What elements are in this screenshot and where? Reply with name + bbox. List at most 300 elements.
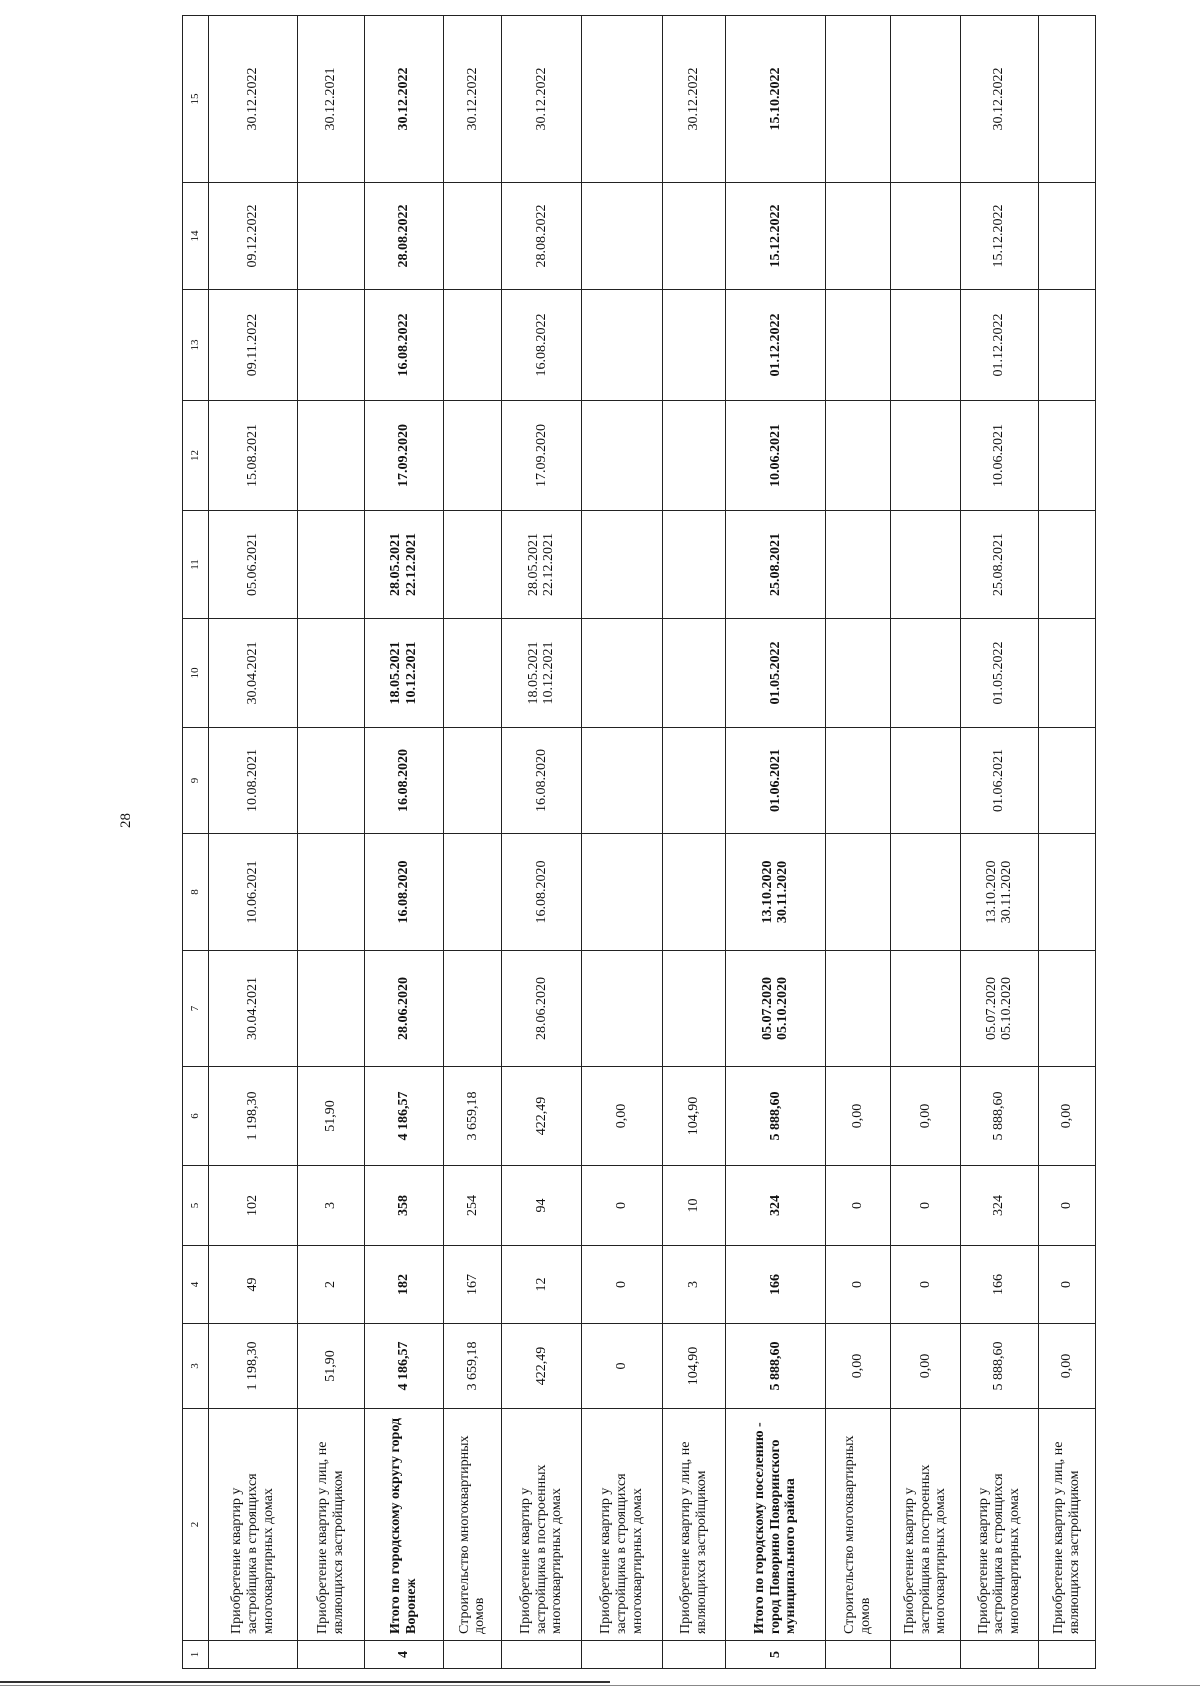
value-cell (826, 401, 890, 511)
value-cell (209, 619, 298, 728)
value-cell (826, 619, 890, 728)
value-cell (581, 511, 663, 619)
value-cell (890, 16, 960, 183)
cell-text: 10.06.2021 (767, 424, 783, 487)
value-cell (581, 1067, 663, 1166)
cell-text: Приобретение квартир у застройщика в строящихся многоквартирных домах (229, 1473, 276, 1634)
cell-text: 17.09.2020 (533, 424, 549, 487)
cell-text: 422,49 (533, 1096, 549, 1136)
table-row (826, 16, 890, 1669)
value-cell (961, 511, 1039, 619)
table-row (961, 16, 1039, 1669)
value-cell (663, 1246, 725, 1324)
value-cell (890, 728, 960, 834)
scan-edge-line-secondary (0, 1685, 1200, 1686)
value-cell (581, 834, 663, 951)
value-cell (725, 401, 826, 511)
value-cell (663, 183, 725, 290)
cell-text: 2 (323, 1281, 339, 1288)
cell-text: 3 (685, 1281, 701, 1288)
value-cell (297, 1324, 364, 1409)
value-cell (961, 1067, 1039, 1166)
cell-text: 5 888,60 (991, 1091, 1007, 1141)
value-cell (890, 183, 960, 290)
row-label-cell (663, 1409, 725, 1641)
value-cell (209, 1246, 298, 1324)
value-cell (725, 1324, 826, 1409)
value-cell (890, 1324, 960, 1409)
value-cell (663, 1067, 725, 1166)
cell-text: Приобретение квартир у застройщика в строящихся многоквартирных домах (598, 1473, 645, 1634)
cell-text: 3 659,18 (464, 1091, 480, 1141)
cell-text: 30.04.2021 (245, 977, 261, 1040)
value-cell (1038, 1246, 1095, 1324)
row-label-cell (209, 1409, 298, 1641)
value-cell (663, 511, 725, 619)
cell-text: 30.12.2022 (533, 67, 549, 131)
column-number: 5 (183, 1166, 209, 1246)
value-cell (365, 16, 444, 183)
value-cell (502, 728, 582, 834)
value-cell (663, 401, 725, 511)
value-cell (826, 1166, 890, 1246)
scan-edge-line (0, 1681, 610, 1683)
row-index-cell (961, 1641, 1039, 1669)
value-cell (365, 728, 444, 834)
cell-text: Строительство многоквартирных домов (456, 1435, 488, 1634)
cell-text: 104,90 (685, 1346, 701, 1386)
value-cell (725, 290, 826, 401)
value-cell (365, 1246, 444, 1324)
row-index-cell (1038, 1641, 1095, 1669)
value-cell (297, 290, 364, 401)
value-cell (961, 401, 1039, 511)
value-cell (826, 1324, 890, 1409)
cell-text: 0 (850, 1202, 866, 1209)
cell-text: 16.08.2020 (533, 749, 549, 812)
cell-text: 0,00 (614, 1103, 630, 1129)
cell-text: 30.12.2022 (396, 67, 412, 131)
value-cell (443, 1246, 501, 1324)
value-cell (826, 834, 890, 951)
value-cell (365, 511, 444, 619)
value-cell (443, 401, 501, 511)
row-label-cell (961, 1409, 1039, 1641)
cell-text: Приобретение квартир у застройщика в построенных многоквартирных домах (901, 1464, 949, 1634)
cell-text: 01.05.2022 (767, 641, 783, 705)
cell-text: 30.12.2022 (991, 67, 1007, 131)
value-cell (297, 183, 364, 290)
cell-text: 5 888,60 (767, 1341, 783, 1391)
cell-text: 25.08.2021 (991, 533, 1007, 596)
value-cell (209, 1067, 298, 1166)
column-number: 6 (183, 1067, 209, 1166)
value-cell (365, 1324, 444, 1409)
cell-text: 16.08.2020 (396, 749, 412, 812)
value-cell (297, 619, 364, 728)
column-number-row (183, 16, 209, 1669)
value-cell (581, 1246, 663, 1324)
value-cell (443, 290, 501, 401)
value-cell (502, 619, 582, 728)
cell-text: 0,00 (917, 1103, 933, 1129)
cell-text: 28.06.2020 (533, 977, 549, 1040)
row-index-cell (502, 1641, 582, 1669)
row-index-cell (209, 1641, 298, 1669)
value-cell (297, 511, 364, 619)
cell-text: 30.04.2021 (245, 641, 261, 705)
housing-program-table (182, 15, 1096, 1669)
column-number: 12 (183, 401, 209, 511)
value-cell (725, 511, 826, 619)
value-cell (209, 511, 298, 619)
row-index-cell (365, 1641, 444, 1669)
value-cell (581, 183, 663, 290)
value-cell (663, 951, 725, 1067)
total-row (365, 16, 444, 1669)
cell-text: Приобретение квартир у застройщика в построенных многоквартирных домах (517, 1464, 565, 1634)
value-cell (581, 401, 663, 511)
cell-text: 17.09.2020 (396, 424, 412, 487)
cell-text: 254 (464, 1195, 480, 1216)
cell-text: 4 186,57 (396, 1091, 412, 1141)
value-cell (365, 1067, 444, 1166)
value-cell (1038, 511, 1095, 619)
value-cell (581, 951, 663, 1067)
cell-text: 0 (1058, 1202, 1074, 1209)
cell-text: 0 (1058, 1281, 1074, 1288)
row-label-cell (890, 1409, 960, 1641)
value-cell (209, 183, 298, 290)
cell-text: 10.08.2021 (245, 749, 261, 812)
column-number: 4 (183, 1246, 209, 1324)
cell-text: 3 (323, 1202, 339, 1209)
cell-text: 15.12.2022 (991, 204, 1007, 268)
value-cell (1038, 401, 1095, 511)
cell-text: 16.08.2022 (533, 313, 549, 377)
value-cell (826, 951, 890, 1067)
cell-text: 05.06.2021 (245, 533, 261, 596)
value-cell (890, 619, 960, 728)
cell-text: Строительство многоквартирных домов (842, 1435, 873, 1634)
cell-text: 1 198,30 (245, 1091, 261, 1141)
cell-text: 30.12.2022 (245, 67, 261, 131)
value-cell (961, 728, 1039, 834)
value-cell (725, 619, 826, 728)
cell-text: 324 (767, 1195, 783, 1216)
value-cell (297, 401, 364, 511)
cell-text: 01.05.2022 (991, 641, 1007, 705)
table-body (183, 16, 1096, 1669)
value-cell (297, 1067, 364, 1166)
value-cell (826, 16, 890, 183)
value-cell (502, 1067, 582, 1166)
cell-text: 0 (917, 1281, 933, 1288)
value-cell (663, 619, 725, 728)
column-number: 7 (183, 951, 209, 1067)
table-row (502, 16, 582, 1669)
cell-text: 102 (245, 1195, 261, 1216)
cell-text: 0 (614, 1281, 630, 1288)
cell-text: 324 (991, 1195, 1007, 1216)
value-cell (725, 183, 826, 290)
value-cell (890, 1067, 960, 1166)
value-cell (297, 1166, 364, 1246)
cell-text: 28.05.2021 22.12.2021 (388, 533, 419, 596)
cell-text: 28.05.2021 22.12.2021 (525, 533, 557, 596)
row-label-cell (502, 1409, 582, 1641)
cell-text: 166 (991, 1274, 1007, 1295)
value-cell (443, 834, 501, 951)
cell-text: 28.06.2020 (396, 977, 412, 1040)
value-cell (297, 951, 364, 1067)
row-index-cell (890, 1641, 960, 1669)
value-cell (365, 401, 444, 511)
value-cell (725, 1166, 826, 1246)
row-index-cell (663, 1641, 725, 1669)
value-cell (725, 834, 826, 951)
value-cell (961, 16, 1039, 183)
column-number: 8 (183, 834, 209, 951)
value-cell (890, 834, 960, 951)
rotated-table-container (182, 16, 1096, 1669)
value-cell (961, 951, 1039, 1067)
value-cell (826, 1067, 890, 1166)
value-cell (961, 183, 1039, 290)
column-number: 11 (183, 511, 209, 619)
cell-text: 13.10.2020 30.11.2020 (759, 860, 791, 924)
row-label-cell (725, 1409, 826, 1641)
value-cell (443, 16, 501, 183)
column-number: 1 (183, 1641, 209, 1669)
cell-text: Итого по городскому округу город Воронеж (388, 1418, 419, 1634)
value-cell (1038, 728, 1095, 834)
value-cell (663, 728, 725, 834)
cell-text: 28.08.2022 (396, 204, 412, 268)
value-cell (826, 511, 890, 619)
cell-text: 0 (614, 1202, 630, 1209)
row-label-cell (297, 1409, 364, 1641)
value-cell (443, 1166, 501, 1246)
row-label-cell (443, 1409, 501, 1641)
value-cell (443, 1067, 501, 1166)
value-cell (826, 183, 890, 290)
value-cell (1038, 834, 1095, 951)
value-cell (725, 1067, 826, 1166)
column-number: 13 (183, 290, 209, 401)
value-cell (502, 1246, 582, 1324)
value-cell (890, 1166, 960, 1246)
value-cell (502, 1324, 582, 1409)
cell-text: 0,00 (1058, 1103, 1074, 1129)
value-cell (502, 290, 582, 401)
row-index-cell (443, 1641, 501, 1669)
value-cell (961, 619, 1039, 728)
value-cell (890, 290, 960, 401)
value-cell (297, 728, 364, 834)
column-number: 2 (183, 1409, 209, 1641)
value-cell (443, 728, 501, 834)
value-cell (1038, 1324, 1095, 1409)
column-number: 15 (183, 16, 209, 183)
value-cell (725, 16, 826, 183)
column-number: 9 (183, 728, 209, 834)
cell-text: Приобретение квартир у застройщика в строящихся многоквартирных домах (975, 1473, 1023, 1634)
cell-text: 18.05.2021 10.12.2021 (388, 641, 419, 705)
cell-text: 5 888,60 (991, 1341, 1007, 1391)
cell-text: Приобретение квартир у лиц, не являющихся застройщиком (1051, 1441, 1082, 1634)
cell-text: 94 (533, 1198, 549, 1213)
cell-text: Приобретение квартир у лиц, не являющихся застройщиком (678, 1441, 709, 1634)
cell-text: 10.06.2021 (245, 860, 261, 924)
cell-text: 422,49 (533, 1346, 549, 1386)
value-cell (961, 1166, 1039, 1246)
table-row (297, 16, 364, 1669)
value-cell (663, 290, 725, 401)
cell-text: 15.10.2022 (767, 67, 783, 131)
value-cell (890, 1246, 960, 1324)
value-cell (502, 834, 582, 951)
cell-text: 01.06.2021 (767, 749, 783, 812)
cell-text: 09.12.2022 (245, 204, 261, 268)
value-cell (1038, 290, 1095, 401)
value-cell (365, 1166, 444, 1246)
value-cell (365, 619, 444, 728)
cell-text: 13.10.2020 30.11.2020 (983, 860, 1015, 924)
value-cell (209, 951, 298, 1067)
cell-text: 51,90 (323, 1350, 339, 1382)
table-row (890, 16, 960, 1669)
cell-text: 5 (767, 1651, 783, 1658)
value-cell (890, 511, 960, 619)
value-cell (502, 511, 582, 619)
row-index-cell (725, 1641, 826, 1669)
row-index-cell (826, 1641, 890, 1669)
cell-text: 0,00 (850, 1103, 866, 1129)
cell-text: 4 186,57 (396, 1341, 412, 1391)
row-label-cell (1038, 1409, 1095, 1641)
value-cell (209, 728, 298, 834)
value-cell (365, 183, 444, 290)
value-cell (961, 1324, 1039, 1409)
cell-text: 16.08.2022 (396, 313, 412, 377)
cell-text: 05.07.2020 05.10.2020 (983, 977, 1015, 1040)
value-cell (365, 290, 444, 401)
value-cell (961, 834, 1039, 951)
cell-text: Итого по городскому поселению - город Поворино Поворинского муниципального района (751, 1422, 799, 1634)
cell-text: 15.12.2022 (767, 204, 783, 268)
value-cell (961, 1246, 1039, 1324)
value-cell (443, 511, 501, 619)
value-cell (826, 290, 890, 401)
cell-text: 0 (614, 1362, 630, 1370)
cell-text: 3 659,18 (464, 1341, 480, 1391)
value-cell (826, 728, 890, 834)
cell-text: 10 (685, 1198, 701, 1213)
table-row (1038, 16, 1095, 1669)
value-cell (1038, 619, 1095, 728)
cell-text: 4 (396, 1651, 412, 1658)
row-label-cell (826, 1409, 890, 1641)
cell-text: 0 (850, 1281, 866, 1288)
cell-text: 30.12.2022 (685, 67, 701, 131)
value-cell (663, 1166, 725, 1246)
row-label-cell (365, 1409, 444, 1641)
cell-text: 28.08.2022 (533, 204, 549, 268)
value-cell (443, 1324, 501, 1409)
cell-text: 01.06.2021 (991, 749, 1007, 812)
value-cell (663, 16, 725, 183)
value-cell (1038, 951, 1095, 1067)
cell-text: 16.08.2020 (533, 860, 549, 924)
cell-text: 30.12.2022 (464, 67, 480, 131)
cell-text: 18.05.2021 10.12.2021 (525, 641, 557, 705)
value-cell (502, 16, 582, 183)
cell-text: 0,00 (1058, 1353, 1074, 1379)
cell-text: 0,00 (850, 1353, 866, 1379)
value-cell (1038, 183, 1095, 290)
cell-text: Приобретение квартир у лиц, не являющихся застройщиком (315, 1441, 346, 1634)
value-cell (297, 16, 364, 183)
cell-text: 182 (396, 1274, 412, 1295)
value-cell (725, 728, 826, 834)
column-number: 10 (183, 619, 209, 728)
value-cell (1038, 1067, 1095, 1166)
cell-text: 51,90 (323, 1100, 339, 1132)
table-row (443, 16, 501, 1669)
value-cell (890, 951, 960, 1067)
value-cell (365, 834, 444, 951)
value-cell (443, 951, 501, 1067)
value-cell (297, 1246, 364, 1324)
value-cell (297, 834, 364, 951)
column-number: 3 (183, 1324, 209, 1409)
table-row (209, 16, 298, 1669)
value-cell (961, 290, 1039, 401)
value-cell (502, 1166, 582, 1246)
row-label-cell (581, 1409, 663, 1641)
value-cell (581, 728, 663, 834)
cell-text: 16.08.2020 (396, 860, 412, 924)
cell-text: 01.12.2022 (991, 313, 1007, 377)
value-cell (443, 183, 501, 290)
cell-text: 05.07.2020 05.10.2020 (759, 977, 791, 1040)
cell-text: 15.08.2021 (245, 424, 261, 487)
cell-text: 1 198,30 (245, 1341, 261, 1391)
value-cell (581, 290, 663, 401)
value-cell (209, 290, 298, 401)
cell-text: 166 (767, 1274, 783, 1295)
value-cell (209, 1324, 298, 1409)
value-cell (1038, 16, 1095, 183)
cell-text: 0 (917, 1202, 933, 1209)
page-number: 28 (118, 813, 134, 828)
cell-text: 49 (245, 1277, 261, 1292)
value-cell (581, 619, 663, 728)
column-number: 14 (183, 183, 209, 290)
value-cell (725, 951, 826, 1067)
value-cell (365, 951, 444, 1067)
value-cell (663, 1324, 725, 1409)
cell-text: 01.12.2022 (767, 313, 783, 377)
cell-text: 104,90 (685, 1096, 701, 1136)
value-cell (581, 1166, 663, 1246)
table-row (581, 16, 663, 1669)
value-cell (826, 1246, 890, 1324)
cell-text: 09.11.2022 (245, 313, 261, 377)
row-index-cell (581, 1641, 663, 1669)
value-cell (209, 16, 298, 183)
